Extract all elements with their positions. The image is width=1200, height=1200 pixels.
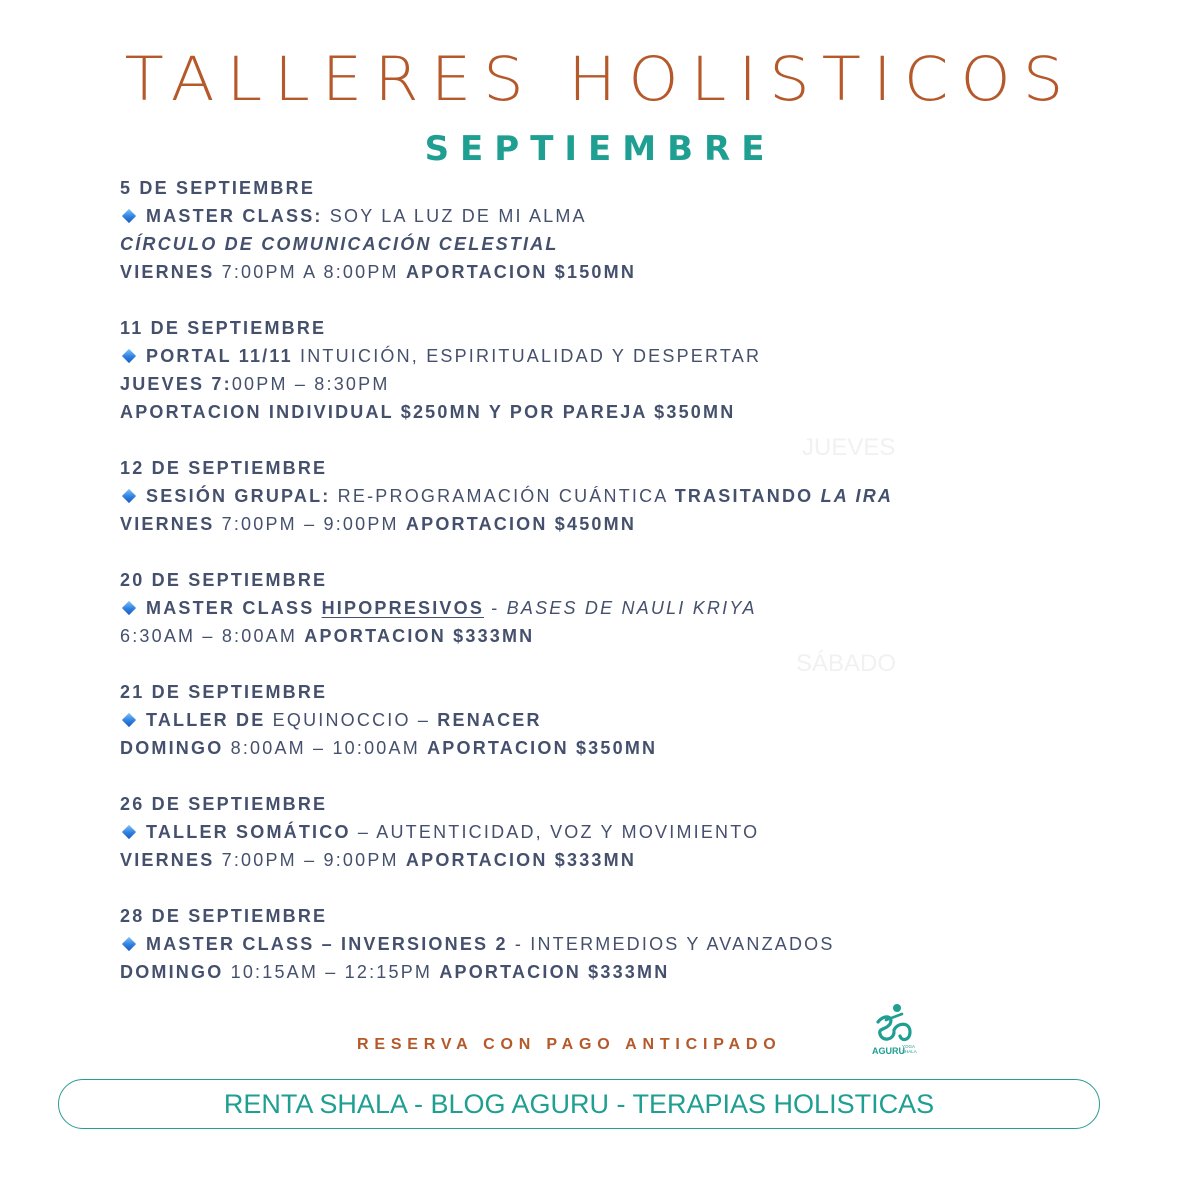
event-title: - INTERMEDIOS Y AVANZADOS [507,934,835,954]
event-title: INTUICIÓN, ESPIRITUALIDAD Y DESPERTAR [292,346,762,366]
event-item [120,566,1120,650]
event-schedule-line [120,622,1120,650]
event-day: DOMINGO [120,738,224,758]
footer-links-button[interactable]: RENTA SHALA - BLOG AGURU - TERAPIAS HOLISTICAS [58,1079,1100,1129]
event-schedule-line [120,258,1120,286]
event-type: MASTER CLASS – INVERSIONES 2 [146,934,508,954]
event-item [120,902,1120,986]
event-title-separator: - [484,598,507,618]
event-date: 12 DE SEPTIEMBRE [120,458,328,478]
event-schedule-line [120,846,1120,874]
logo-wordmark: AGURU [872,1046,905,1056]
event-date: 26 DE SEPTIEMBRE [120,794,328,814]
event-time: 6:30AM – 8:00AM [120,626,305,646]
blue-diamond-icon [122,209,136,223]
event-time: 8:00AM – 10:00AM [223,738,428,758]
event-date: 28 DE SEPTIEMBRE [120,906,328,926]
reserva-notice: RESERVA CON PAGO ANTICIPADO [357,1036,782,1053]
blue-diamond-icon [122,713,136,727]
event-price: APORTACION $333MN [304,626,535,646]
event-date: 11 DE SEPTIEMBRE [120,318,327,338]
page-title: TALLERES HOLISTICOS [124,44,1076,116]
event-title-bold: RENACER [437,710,542,730]
event-price: APORTACION $150MN [405,262,637,282]
event-item [120,790,1120,874]
event-title-line [120,706,1120,734]
ghost-label-jueves: JUEVES [802,434,896,461]
event-item [120,174,1120,286]
event-time: 7:00PM – 9:00PM [214,514,406,534]
event-day: VIERNES [120,514,215,534]
logo-subtext-shala: SHALA [902,1049,917,1054]
month-subtitle: SEPTIEMBRE [424,129,776,169]
blue-diamond-icon [122,489,136,503]
event-day: DOMINGO [120,962,224,982]
event-type: TALLER SOMÁTICO [146,822,351,842]
event-item [120,314,1120,426]
blue-diamond-icon [122,937,136,951]
event-time: 00PM – 8:30PM [231,374,390,394]
event-price: APORTACION INDIVIDUAL $250MN Y POR PAREJA $350MN [120,402,736,422]
event-type: MASTER CLASS [146,598,322,618]
event-time: 7:00PM A 8:00PM [214,262,406,282]
event-title-line [120,342,1120,370]
event-date: 20 DE SEPTIEMBRE [120,570,328,590]
blue-diamond-icon [122,349,136,363]
event-type: PORTAL 11/11 [146,346,293,366]
event-price: APORTACION $333MN [439,962,670,982]
event-date: 21 DE SEPTIEMBRE [120,682,328,702]
event-price: APORTACION $333MN [405,850,637,870]
event-title-line [120,594,1120,622]
event-type: SESIÓN GRUPAL: [146,486,331,506]
event-title-line [120,202,1120,230]
event-title: EQUINOCCIO – [265,710,438,730]
event-day: VIERNES [120,262,215,282]
event-title-line [120,930,1120,958]
event-day: JUEVES 7: [120,374,232,394]
blue-diamond-icon [122,825,136,839]
events-list [120,174,1120,1014]
event-subtitle: CÍRCULO DE COMUNICACIÓN CELESTIAL [120,234,559,254]
event-price: APORTACION $450MN [405,514,637,534]
event-time: 10:15AM – 12:15PM [223,962,440,982]
event-title: – AUTENTICIDAD, VOZ Y MOVIMIENTO [350,822,760,842]
logo-subtext [902,1044,917,1054]
event-time: 7:00PM – 9:00PM [214,850,406,870]
event-price: APORTACION $350MN [427,738,658,758]
event-type: MASTER CLASS: [146,206,323,226]
logo-subtext-yoga: YOGA [902,1044,916,1049]
event-title: BASES DE NAULI KRIYA [506,598,757,618]
event-title-link[interactable]: HIPOPRESIVOS [321,598,485,618]
event-item [120,454,1120,538]
event-date: 5 DE SEPTIEMBRE [120,178,316,198]
event-schedule-line [120,958,1120,986]
event-day: VIERNES [120,850,215,870]
event-title-bold: TRASITANDO [674,486,821,506]
event-title-line [120,482,1120,510]
event-title: RE-PROGRAMACIÓN CUÁNTICA [330,486,675,506]
event-title-line [120,818,1120,846]
event-title-emphasis: LA IRA [820,486,894,506]
event-schedule-line [120,510,1120,538]
event-item [120,678,1120,762]
event-title: SOY LA LUZ DE MI ALMA [322,206,587,226]
ghost-label-sabado: SÁBADO [796,650,897,677]
event-schedule-line [120,370,1120,398]
event-type: TALLER DE [146,710,266,730]
event-schedule-line [120,734,1120,762]
blue-diamond-icon [122,601,136,615]
